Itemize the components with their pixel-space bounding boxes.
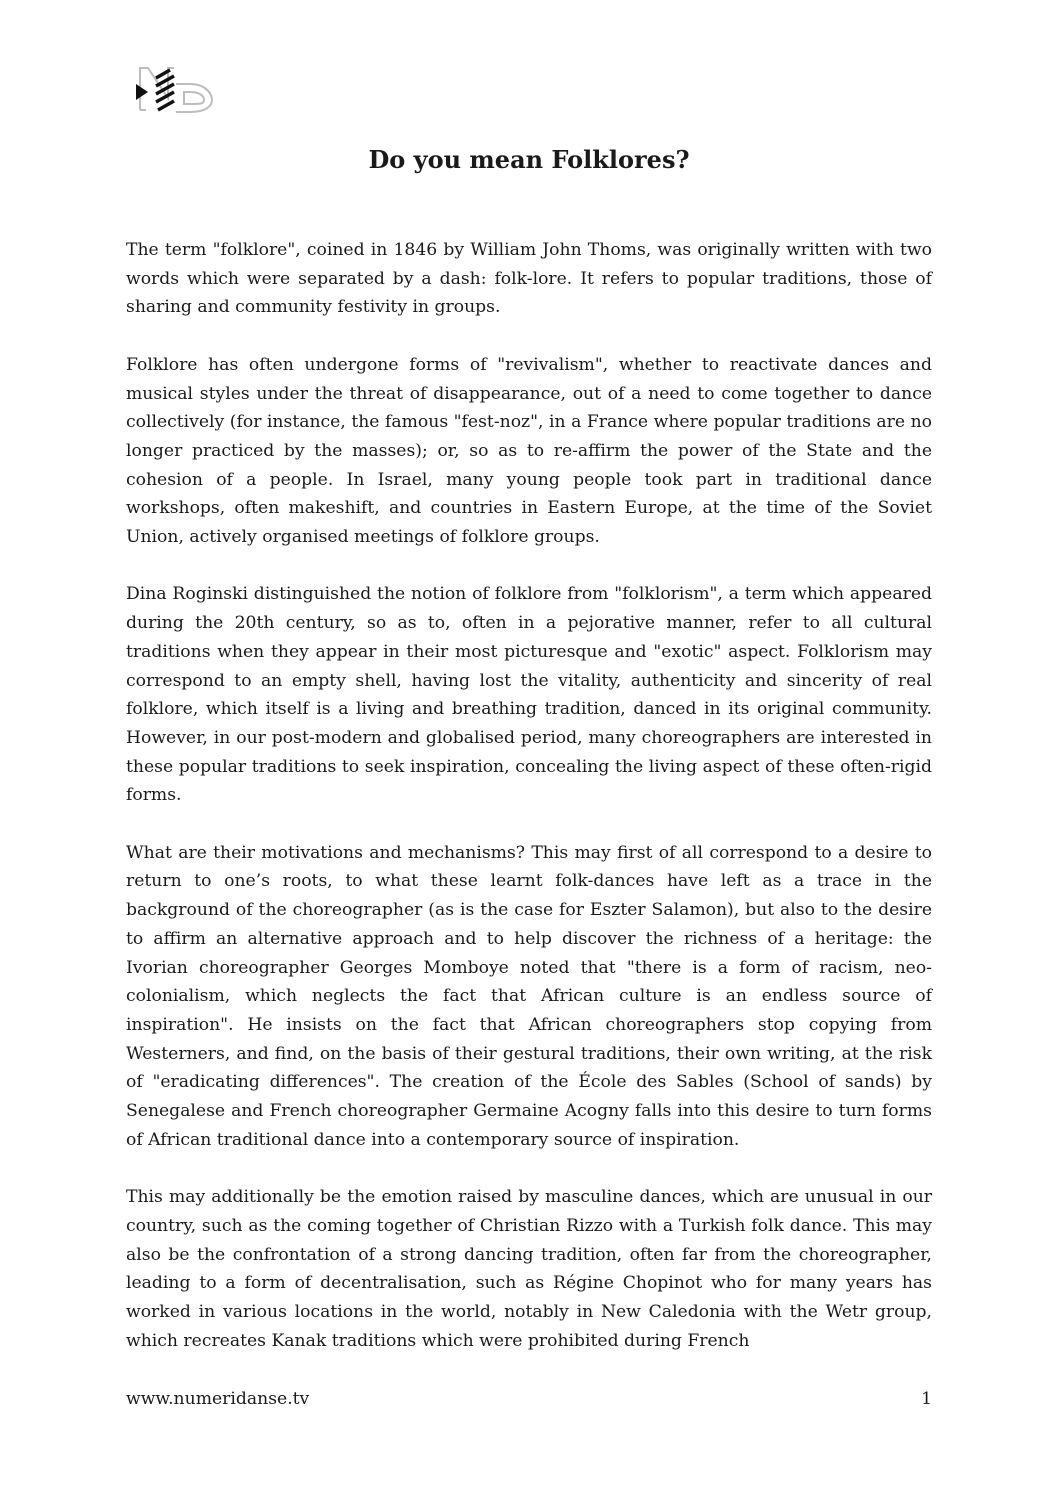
paragraph: Dina Roginski distinguished the notion of folklore from "folklorism", a term which appeared during the 20th century, so as to, often in a pejorative manner, refer to all cultural traditions when they appear in their most picturesque and "exotic" aspect. Folklorism may correspond to an empty shell, having lost the vitality, authenticity and sincerity of real folklore, which itself is a living and breathing tradition, danced in its original community. However, in our post-modern and globalised period, many choreographers are interested in these popular traditions to seek inspiration, concealing the living aspect of these often-rigid forms.: [126, 584, 932, 806]
paragraph: The term "folklore", coined in 1846 by William John Thoms, was originally written with two words which were separated by a dash: folk-lore. It refers to popular traditions, those of sharing and community festivity in groups.: [126, 240, 932, 318]
numeridanse-logo-icon: [134, 64, 216, 116]
paragraph: Folklore has often undergone forms of "revivalism", whether to reactivate dances and musical styles under the threat of disappearance, out of a need to come together to dance collectively (for instance, the famous "fest-noz", in a France where popular traditions are no longer practiced by the masses); or, so as to re-affirm the power of the State and the cohesion of a people. In Israel, many young people took part in traditional dance workshops, often makeshift, and countries in Eastern Europe, at the time of the Soviet Union, actively organised meetings of folklore groups.: [126, 354, 932, 548]
paragraph: What are their motivations and mechanisms? This may first of all correspond to a desire to return to one’s roots, to what these learnt folk-dances have left as a trace in the background of the choreographer (as is the case for Eszter Salamon), but also to the desire to affirm an alternative approach and to help discover the richness of a heritage: the Ivorian choreographer Georges Momboye noted that "there is a form of racism, neo-colonialism, which neglects the fact that African culture is an endless source of inspiration". He insists on the fact that African choreographers stop copying from Westerners, and find, on the basis of their gestural traditions, their own writing, at the risk of "eradicating differences". The creation of the École des Sables (School of sands) by Senegalese and French choreographer Germaine Acogny falls into this desire to turn forms of African traditional dance into a contemporary source of inspiration.: [126, 842, 932, 1150]
article-body: [126, 236, 932, 1384]
footer-url: www.numeridanse.tv: [126, 1389, 310, 1409]
page-number: 1: [921, 1389, 932, 1409]
page-title: Do you mean Folklores?: [368, 145, 690, 174]
paragraph: This may additionally be the emotion raised by masculine dances, which are unusual in our country, such as the coming together of Christian Rizzo with a Turkish folk dance. This may also be the confrontation of a strong dancing tradition, often far from the choreographer, leading to a form of decentralisation, such as Régine Chopinot who for many years has worked in various locations in the world, notably in New Caledonia with the Wetr group, which recreates Kanak traditions which were prohibited during French: [126, 1187, 932, 1351]
